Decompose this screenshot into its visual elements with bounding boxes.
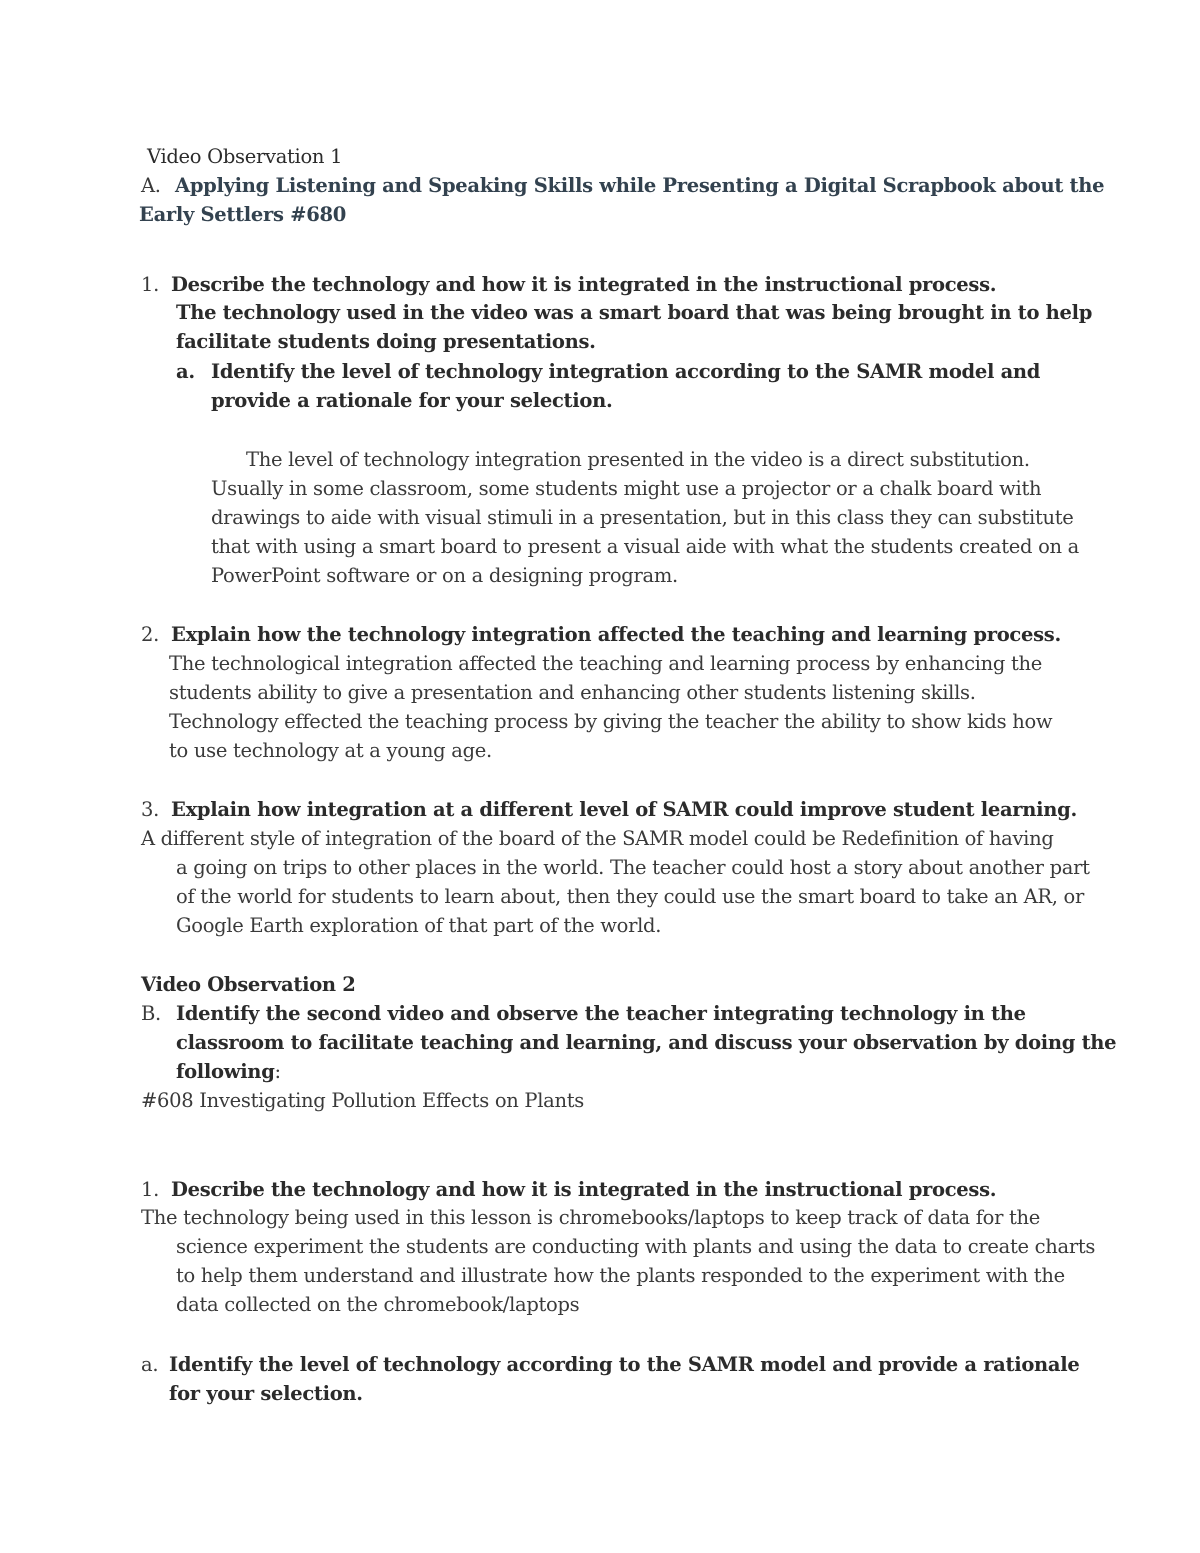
obs1-sub-answer-line: drawings to aide with visual stimuli in a presentation, but in this class they can substitute bbox=[211, 506, 1074, 529]
obs2-q1-answer-line: The technology being used in this lesson is chromebooks/laptops to keep track of data for the bbox=[141, 1206, 1041, 1229]
obs2-title-line: classroom to facilitate teaching and learning, and discuss your observation by doing the bbox=[176, 1031, 1117, 1054]
obs2-sub-a bbox=[141, 1350, 1079, 1379]
obs1-q2 bbox=[141, 620, 1061, 649]
obs1-q3-answer-line: Google Earth exploration of that part of the world. bbox=[176, 914, 662, 937]
obs1-sub-answer-line: PowerPoint software or on a designing program. bbox=[211, 564, 678, 587]
obs1-sub-question-line: Identify the level of technology integration according to the SAMR model and bbox=[211, 360, 1041, 383]
obs1-sub-marker: a. bbox=[176, 360, 195, 383]
obs1-q3-question: Explain how integration at a different level of SAMR could improve student learning. bbox=[171, 798, 1077, 821]
obs2-title-line: following bbox=[176, 1060, 275, 1083]
obs2-q1-marker: 1. bbox=[141, 1178, 160, 1201]
obs1-q3-answer-line: a going on trips to other places in the world. The teacher could host a story about another part bbox=[176, 856, 1090, 879]
obs2-sub-question-line: Identify the level of technology according to the SAMR model and provide a rationale bbox=[169, 1353, 1080, 1376]
obs1-q3-marker: 3. bbox=[141, 798, 160, 821]
obs1-q3-answer-line: of the world for students to learn about, then they could use the smart board to take an AR, or bbox=[176, 885, 1085, 908]
obs1-q1-answer-line: facilitate students doing presentations. bbox=[176, 330, 596, 353]
obs1-q1-question: Describe the technology and how it is integrated in the instructional process. bbox=[171, 273, 997, 296]
obs1-sub-answer-line: that with using a smart board to present a visual aide with what the students created on a bbox=[211, 535, 1080, 558]
obs2-title-marker: B. bbox=[141, 1002, 161, 1025]
obs2-title-colon: : bbox=[274, 1060, 281, 1083]
obs2-q1 bbox=[141, 1175, 996, 1204]
obs1-q3 bbox=[141, 795, 1077, 824]
obs2-title bbox=[141, 999, 1026, 1028]
obs1-title-line1: Applying Listening and Speaking Skills while Presenting a Digital Scrapbook about the bbox=[175, 174, 1105, 197]
obs2-title-line: Identify the second video and observe the teacher integrating technology in the bbox=[176, 1002, 1026, 1025]
obs2-video-label: #608 Investigating Pollution Effects on Plants bbox=[141, 1089, 585, 1112]
obs1-sub-answer-line: The level of technology integration presented in the video is a direct substitution. bbox=[246, 448, 1030, 471]
obs1-q2-answer-line: Technology effected the teaching process by giving the teacher the ability to show kids how bbox=[169, 710, 1053, 733]
obs2-title-line3 bbox=[176, 1057, 281, 1086]
obs1-title-marker: A. bbox=[141, 174, 161, 197]
obs2-sub-question-line: for your selection. bbox=[169, 1382, 363, 1405]
obs1-sub-question-line: provide a rationale for your selection. bbox=[211, 389, 613, 412]
obs1-q2-answer-line: The technological integration affected the teaching and learning process by enhancing the bbox=[169, 652, 1042, 675]
obs2-q1-answer-line: data collected on the chromebook/laptops bbox=[176, 1293, 580, 1316]
obs1-q2-marker: 2. bbox=[141, 623, 160, 646]
obs1-heading: Video Observation 1 bbox=[147, 145, 343, 168]
obs2-q1-answer-line: science experiment the students are conducting with plants and using the data to create charts bbox=[176, 1235, 1096, 1258]
obs2-heading: Video Observation 2 bbox=[141, 973, 356, 996]
obs2-q1-answer-line: to help them understand and illustrate how the plants responded to the experiment with the bbox=[176, 1264, 1065, 1287]
obs2-sub-marker: a. bbox=[141, 1353, 159, 1376]
obs1-q1-answer-line: The technology used in the video was a smart board that was being brought in to help bbox=[176, 301, 1093, 324]
obs1-q3-answer-line: A different style of integration of the board of the SAMR model could be Redefinition of having bbox=[141, 827, 1054, 850]
obs1-q1 bbox=[141, 270, 996, 299]
obs1-q2-question: Explain how the technology integration affected the teaching and learning process. bbox=[171, 623, 1061, 646]
obs1-q2-answer-line: students ability to give a presentation and enhancing other students listening skills. bbox=[169, 681, 976, 704]
obs1-q2-answer-line: to use technology at a young age. bbox=[169, 739, 492, 762]
obs1-title-line2: Early Settlers #680 bbox=[139, 203, 347, 226]
obs1-title bbox=[141, 171, 1104, 200]
obs2-q1-question: Describe the technology and how it is integrated in the instructional process. bbox=[171, 1178, 997, 1201]
obs1-q1-marker: 1. bbox=[141, 273, 160, 296]
obs1-sub-a bbox=[176, 357, 1040, 386]
obs1-sub-answer-line: Usually in some classroom, some students might use a projector or a chalk board with bbox=[211, 477, 1042, 500]
